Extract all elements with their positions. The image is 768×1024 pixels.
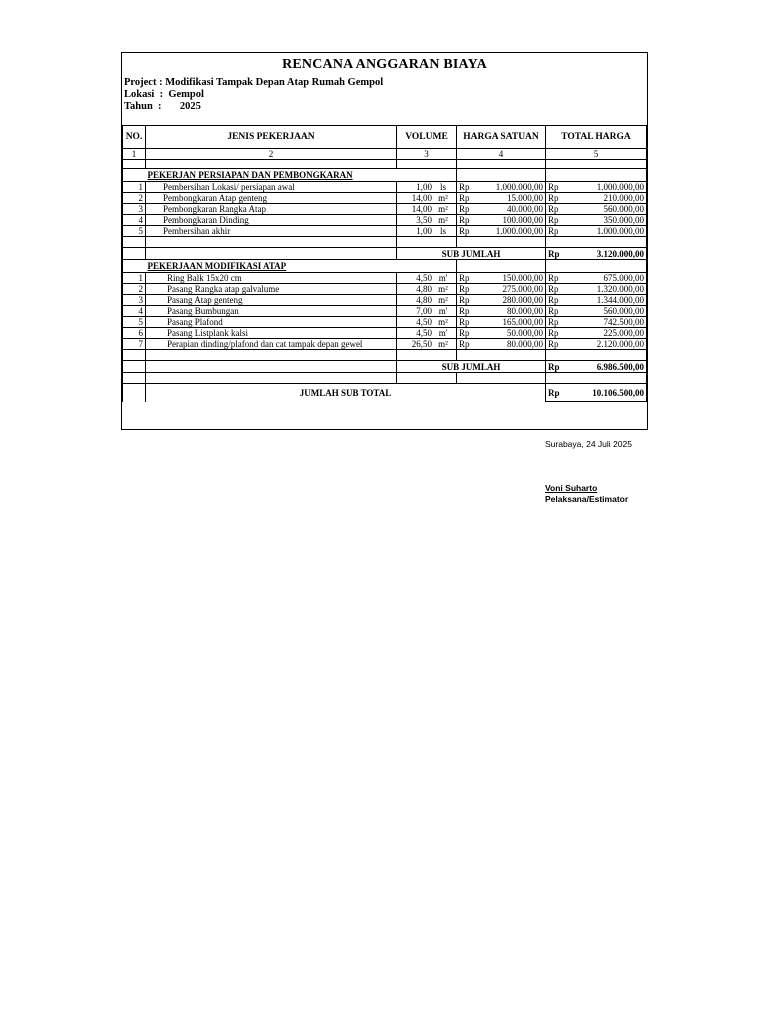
total-value: 560.000,00 — [603, 204, 644, 214]
volume-value: 4,80 — [416, 295, 432, 305]
budget-table — [122, 125, 647, 402]
section-title: PEKERJAAN MODIFIKASI ATAP — [146, 260, 457, 273]
item-total — [546, 284, 647, 295]
total-value: 1.344.000,00 — [596, 295, 644, 305]
currency-label: Rp — [459, 182, 470, 192]
currency-label: Rp — [548, 328, 559, 338]
column-number: 3 — [397, 149, 457, 160]
column-header: JENIS PEKERJAAN — [146, 126, 397, 149]
line-item-row — [123, 226, 647, 237]
currency-label: Rp — [548, 339, 559, 349]
empty-cell — [146, 350, 397, 361]
item-total — [546, 339, 647, 350]
item-number: 4 — [123, 306, 146, 317]
item-volume — [397, 317, 457, 328]
total-value: 2.120.000,00 — [596, 339, 644, 349]
currency-label: Rp — [548, 306, 559, 316]
unit-price-value: 275.000,00 — [502, 284, 543, 294]
total-value: 1.000.000,00 — [596, 226, 644, 236]
volume-unit: m' — [438, 306, 448, 316]
volume-unit: m² — [438, 204, 448, 214]
empty-cell — [457, 237, 546, 248]
empty-cell — [123, 350, 146, 361]
item-volume — [397, 204, 457, 215]
line-item-row — [123, 317, 647, 328]
empty-cell — [546, 169, 647, 182]
column-header: TOTAL HARGA — [546, 126, 647, 149]
empty-cell — [397, 160, 457, 169]
empty-row — [123, 350, 647, 361]
item-volume — [397, 226, 457, 237]
empty-cell — [546, 237, 647, 248]
currency-label: Rp — [548, 248, 560, 259]
volume-value: 4,50 — [416, 273, 432, 283]
volume-unit: m² — [438, 295, 448, 305]
line-item-row — [123, 306, 647, 317]
currency-label: Rp — [459, 306, 470, 316]
subtotal-row — [123, 361, 647, 373]
volume-unit: ls — [439, 226, 446, 236]
section-title: PEKERJAN PERSIAPAN DAN PEMBONGKARAN — [146, 169, 457, 182]
unit-price-value: 280.000,00 — [502, 295, 543, 305]
column-number: 5 — [546, 149, 647, 160]
item-unit-price — [457, 204, 546, 215]
empty-cell — [146, 237, 397, 248]
line-item-row — [123, 273, 647, 284]
volume-value: 4,50 — [416, 317, 432, 327]
item-volume — [397, 295, 457, 306]
empty-cell — [457, 350, 546, 361]
empty-cell — [123, 384, 146, 402]
item-description: Pembongkaran Atap genteng — [146, 193, 397, 204]
item-volume — [397, 273, 457, 284]
currency-label: Rp — [459, 226, 470, 236]
grand-total-amount — [546, 384, 647, 402]
item-volume — [397, 339, 457, 350]
currency-label: Rp — [548, 226, 559, 236]
empty-cell — [123, 248, 146, 260]
currency-label: Rp — [548, 215, 559, 225]
currency-label: Rp — [459, 295, 470, 305]
item-description: Pasang Plafond — [146, 317, 397, 328]
currency-label: Rp — [548, 295, 559, 305]
currency-label: Rp — [459, 339, 470, 349]
total-value: 210.000,00 — [603, 193, 644, 203]
currency-label: Rp — [459, 284, 470, 294]
item-description: Ring Balk 15x20 cm — [146, 273, 397, 284]
volume-unit: ls — [439, 182, 446, 192]
rab-sheet — [121, 52, 648, 430]
unit-price-value: 80.000,00 — [507, 306, 543, 316]
item-unit-price — [457, 306, 546, 317]
subtotal-label: SUB JUMLAH — [397, 248, 546, 260]
currency-label: Rp — [459, 317, 470, 327]
volume-unit: m' — [438, 273, 448, 283]
item-description: Perapian dinding/plafond dan cat tampak depan gewel — [146, 339, 397, 350]
unit-price-value: 50.000,00 — [507, 328, 543, 338]
item-total — [546, 328, 647, 339]
subtotal-value: 3.120.000,00 — [596, 248, 644, 259]
item-volume — [397, 182, 457, 193]
grand-total-label: JUMLAH SUB TOTAL — [146, 384, 546, 402]
unit-price-value: 15.000,00 — [507, 193, 543, 203]
empty-cell — [546, 373, 647, 384]
currency-label: Rp — [459, 273, 470, 283]
item-number: 1 — [123, 273, 146, 284]
grand-total-value: 10.106.500,00 — [592, 387, 644, 398]
column-header: HARGA SATUAN — [457, 126, 546, 149]
currency-label: Rp — [548, 284, 559, 294]
item-volume — [397, 215, 457, 226]
header-row — [123, 126, 647, 149]
item-total — [546, 204, 647, 215]
empty-cell — [397, 373, 457, 384]
empty-cell — [123, 361, 146, 373]
volume-unit: m² — [438, 193, 448, 203]
empty-row — [123, 237, 647, 248]
column-header: NO. — [123, 126, 146, 149]
item-unit-price — [457, 215, 546, 226]
currency-label: Rp — [459, 193, 470, 203]
column-number: 2 — [146, 149, 397, 160]
project-info: Project : Modifikasi Tampak Depan Atap Rumah Gempol — [124, 77, 384, 88]
subtotal-amount — [546, 248, 647, 260]
unit-price-value: 80.000,00 — [507, 339, 543, 349]
spacer-row — [123, 160, 647, 169]
empty-cell — [397, 350, 457, 361]
currency-label: Rp — [459, 215, 470, 225]
column-number-row — [123, 149, 647, 160]
item-description: Pasang Listplank kalsi — [146, 328, 397, 339]
item-description: Pembersihan Lokasi/ persiapan awal — [146, 182, 397, 193]
volume-value: 4,80 — [416, 284, 432, 294]
total-value: 350.000,00 — [603, 215, 644, 225]
total-value: 560.000,00 — [603, 306, 644, 316]
volume-value: 1,00 — [416, 182, 432, 192]
item-description: Pasang Atap genteng — [146, 295, 397, 306]
currency-label: Rp — [548, 361, 560, 372]
subtotal-row — [123, 248, 647, 260]
location-info: Lokasi : Gempol — [124, 89, 204, 100]
line-item-row — [123, 295, 647, 306]
item-description: Pembersihan akhir — [146, 226, 397, 237]
currency-label: Rp — [548, 182, 559, 192]
line-item-row — [123, 328, 647, 339]
column-number: 1 — [123, 149, 146, 160]
item-unit-price — [457, 193, 546, 204]
item-total — [546, 317, 647, 328]
volume-value: 7,00 — [416, 306, 432, 316]
year-info: Tahun : 2025 — [124, 101, 201, 112]
unit-price-value: 40.000,00 — [507, 204, 543, 214]
volume-unit: m² — [438, 215, 448, 225]
item-volume — [397, 328, 457, 339]
item-number: 4 — [123, 215, 146, 226]
total-value: 1.000.000,00 — [596, 182, 644, 192]
empty-cell — [546, 260, 647, 273]
empty-cell — [146, 248, 397, 260]
unit-price-value: 1.000.000,00 — [495, 226, 543, 236]
subtotal-amount — [546, 361, 647, 373]
volume-unit: m² — [438, 317, 448, 327]
item-volume — [397, 284, 457, 295]
volume-value: 1,00 — [416, 226, 432, 236]
item-number: 3 — [123, 295, 146, 306]
item-total — [546, 193, 647, 204]
volume-value: 3,50 — [416, 215, 432, 225]
empty-cell — [397, 237, 457, 248]
empty-cell — [546, 350, 647, 361]
item-unit-price — [457, 182, 546, 193]
item-volume — [397, 306, 457, 317]
item-total — [546, 215, 647, 226]
unit-price-value: 150.000,00 — [502, 273, 543, 283]
empty-cell — [457, 160, 546, 169]
currency-label: Rp — [459, 204, 470, 214]
currency-label: Rp — [548, 317, 559, 327]
item-description: Pembongkaran Rangka Atap — [146, 204, 397, 215]
empty-cell — [123, 260, 146, 273]
item-total — [546, 273, 647, 284]
item-unit-price — [457, 339, 546, 350]
empty-row — [123, 373, 647, 384]
unit-price-value: 165.000,00 — [502, 317, 543, 327]
item-total — [546, 182, 647, 193]
line-item-row — [123, 215, 647, 226]
item-number: 5 — [123, 317, 146, 328]
empty-cell — [546, 160, 647, 169]
item-description: Pasang Bumbungan — [146, 306, 397, 317]
item-total — [546, 226, 647, 237]
line-item-row — [123, 339, 647, 350]
line-item-row — [123, 284, 647, 295]
volume-value: 14,00 — [411, 193, 432, 203]
volume-unit: m² — [438, 339, 448, 349]
column-number: 4 — [457, 149, 546, 160]
empty-cell — [123, 237, 146, 248]
item-number: 6 — [123, 328, 146, 339]
empty-cell — [146, 160, 397, 169]
currency-label: Rp — [548, 387, 560, 398]
empty-cell — [457, 169, 546, 182]
item-unit-price — [457, 328, 546, 339]
signature-date: Surabaya, 24 Juli 2025 — [545, 439, 632, 449]
item-description: Pasang Rangka atap galvalume — [146, 284, 397, 295]
signature-role: Pelaksana/Estimator — [545, 494, 629, 504]
volume-value: 14,00 — [411, 204, 432, 214]
empty-cell — [123, 169, 146, 182]
currency-label: Rp — [548, 193, 559, 203]
item-number: 5 — [123, 226, 146, 237]
item-unit-price — [457, 295, 546, 306]
empty-cell — [146, 361, 397, 373]
item-total — [546, 295, 647, 306]
volume-unit: m' — [438, 328, 448, 338]
total-value: 1.320.000,00 — [596, 284, 644, 294]
unit-price-value: 1.000.000,00 — [495, 182, 543, 192]
line-item-row — [123, 193, 647, 204]
item-number: 7 — [123, 339, 146, 350]
currency-label: Rp — [548, 204, 559, 214]
section-heading-row — [123, 260, 647, 273]
item-number: 1 — [123, 182, 146, 193]
item-number: 3 — [123, 204, 146, 215]
item-description: Pembongkaran Dinding — [146, 215, 397, 226]
item-unit-price — [457, 284, 546, 295]
signature-name: Voni Suharto — [545, 483, 598, 493]
item-number: 2 — [123, 284, 146, 295]
unit-price-value: 100.000,00 — [502, 215, 543, 225]
empty-cell — [123, 160, 146, 169]
item-number: 2 — [123, 193, 146, 204]
item-unit-price — [457, 226, 546, 237]
line-item-row — [123, 204, 647, 215]
item-volume — [397, 193, 457, 204]
total-value: 742.500,00 — [603, 317, 644, 327]
volume-value: 4,50 — [416, 328, 432, 338]
empty-cell — [146, 373, 397, 384]
column-header: VOLUME — [397, 126, 457, 149]
document-title: RENCANA ANGGARAN BIAYA — [282, 57, 487, 72]
empty-cell — [457, 373, 546, 384]
grand-total-row — [123, 384, 647, 402]
currency-label: Rp — [548, 273, 559, 283]
volume-value: 26,50 — [411, 339, 432, 349]
subtotal-value: 6.986.500,00 — [596, 361, 644, 372]
volume-unit: m² — [438, 284, 448, 294]
total-value: 675.000,00 — [603, 273, 644, 283]
total-value: 225.000,00 — [603, 328, 644, 338]
item-unit-price — [457, 317, 546, 328]
empty-cell — [123, 373, 146, 384]
empty-cell — [457, 260, 546, 273]
subtotal-label: SUB JUMLAH — [397, 361, 546, 373]
section-heading-row — [123, 169, 647, 182]
item-total — [546, 306, 647, 317]
line-item-row — [123, 182, 647, 193]
item-unit-price — [457, 273, 546, 284]
currency-label: Rp — [459, 328, 470, 338]
